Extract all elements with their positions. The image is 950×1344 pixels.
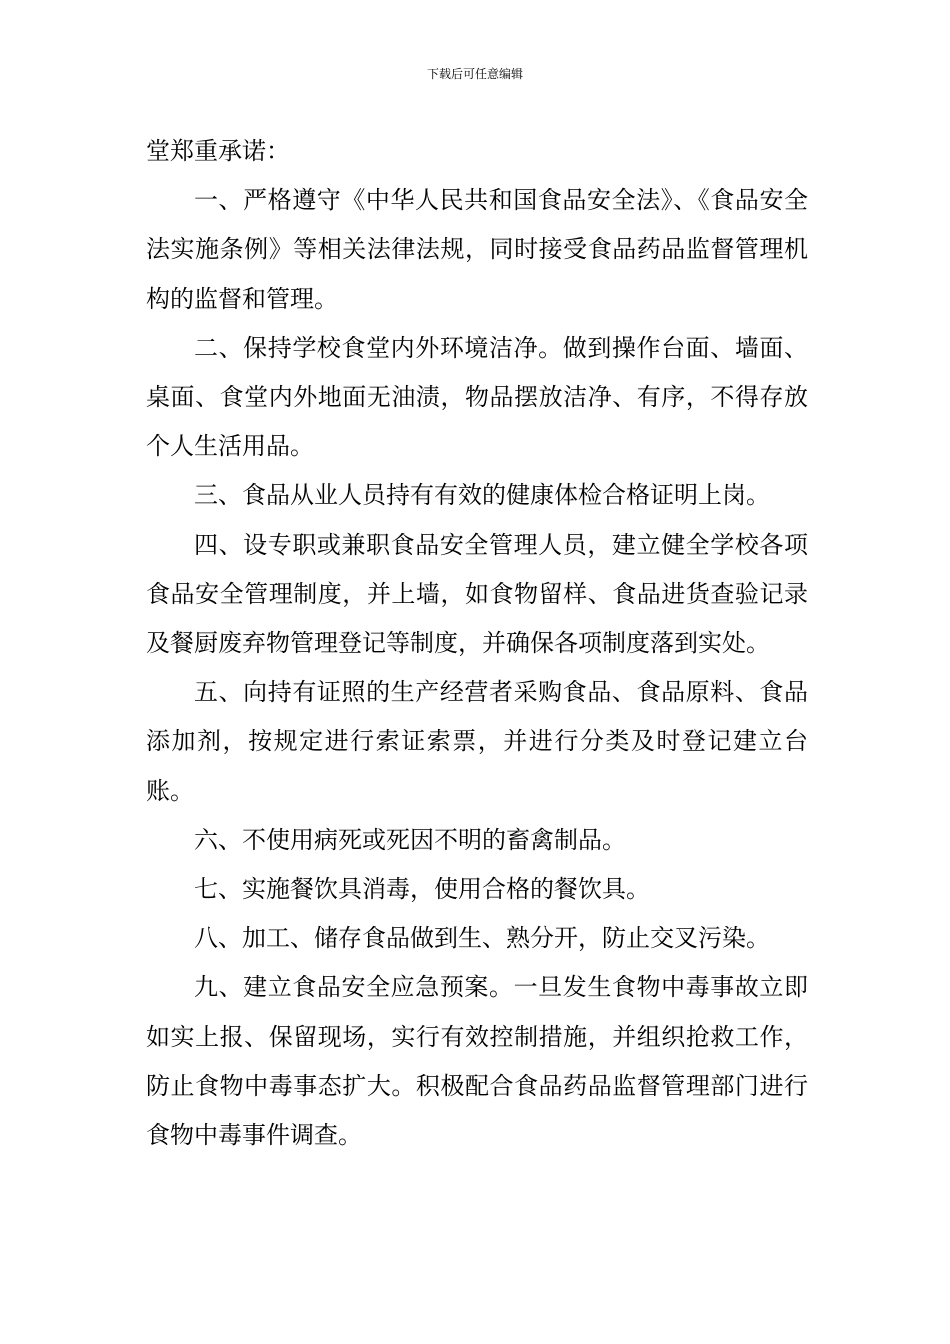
document-body bbox=[146, 127, 808, 1160]
paragraph-item-7: 七、实施餐饮具消毒，使用合格的餐饮具。 bbox=[194, 875, 650, 904]
paragraph-opening: 堂郑重承诺： bbox=[146, 137, 290, 165]
paragraph-item-6: 六、不使用病死或死因不明的畜禽制品。 bbox=[194, 825, 626, 854]
paragraph-item-9: 九、建立食品安全应急预案。一旦发生食物中毒事故立即如实上报、保留现场，实行有效控制措施，并组织抢救工作，防止食物中毒事态扩大。积极配合食品药品监督管理部门进行食物中毒事件调查。 bbox=[146, 973, 808, 1150]
paragraph-item-3: 三、食品从业人员持有有效的健康体检合格证明上岗。 bbox=[194, 481, 770, 510]
header-note: 下载后可任意编辑 bbox=[426, 67, 523, 81]
paragraph-item-4: 四、设专职或兼职食品安全管理人员，建立健全学校各项食品安全管理制度，并上墙，如食物留样、食品进货查验记录及餐厨废弃物管理登记等制度，并确保各项制度落到实处。 bbox=[146, 530, 808, 658]
paragraph-item-2: 二、保持学校食堂内外环境洁净。做到操作台面、墙面、桌面、食堂内外地面无油渍，物品摆放洁净、有序，不得存放个人生活用品。 bbox=[146, 333, 808, 461]
paragraph-item-5: 五、向持有证照的生产经营者采购食品、食品原料、食品添加剂，按规定进行索证索票，并进行分类及时登记建立台账。 bbox=[146, 678, 808, 805]
paragraph-item-8: 八、加工、储存食品做到生、熟分开，防止交叉污染。 bbox=[194, 924, 770, 953]
paragraph-item-1: 一、严格遵守《中华人民共和国食品安全法》、《食品安全法实施条例》等相关法律法规，同时接受食品药品监督管理机构的监督和管理。 bbox=[146, 186, 808, 313]
